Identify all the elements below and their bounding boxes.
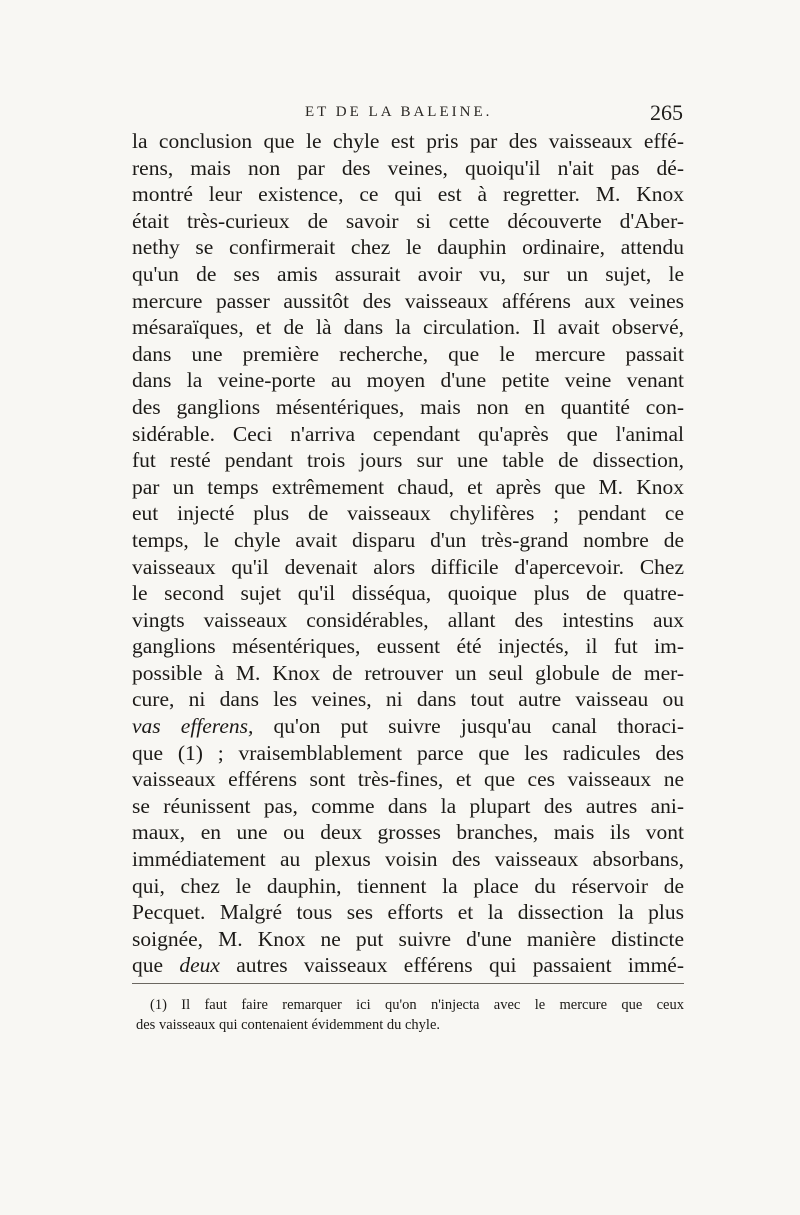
text-line-23-rest: qu'on put suivre jusqu'au canal thoraci-: [253, 714, 684, 739]
text-line-16: temps, le chyle avait disparu d'un très-grand nombre de: [132, 527, 684, 552]
text-line-13: fut resté pendant trois jours sur une table de dissection,: [132, 448, 684, 473]
text-line-2: rens, mais non par des veines, quoiqu'il n'ait pas dé-: [132, 155, 684, 180]
text-line-6: qu'un de ses amis assurait avoir vu, sur un sujet, le: [132, 261, 684, 286]
body-text: [132, 128, 684, 979]
running-title: ET DE LA BALEINE.: [305, 104, 493, 120]
text-line-18: le second sujet qu'il disséqua, quoique plus de quatre-: [132, 581, 684, 606]
text-line-32-rest: autres vaisseaux efférens qui passaient immé-: [219, 953, 684, 978]
text-line-7: mercure passer aussitôt des vaisseaux afférens aux veines: [132, 288, 684, 313]
text-line-27: maux, en une ou deux grosses branches, mais ils vont: [132, 820, 684, 845]
text-line-15: eut injecté plus de vaisseaux chylifères ; pendant ce: [132, 501, 684, 526]
text-line-10: dans la veine-porte au moyen d'une petite veine venant: [132, 368, 684, 393]
text-line-14: par un temps extrêmement chaud, et après que M. Knox: [132, 474, 684, 499]
text-line-21: possible à M. Knox de retrouver un seul globule de mer-: [132, 660, 684, 685]
italic-deux: deux: [179, 953, 220, 978]
text-line-8: mésaraïques, et de là dans la circulation. Il avait observé,: [132, 315, 684, 340]
text-line-30: Pecquet. Malgré tous ses efforts et la dissection la plus: [132, 900, 684, 925]
footnote-line-1: (1) Il faut faire remarquer ici qu'on n'injecta avec le mercure que ceux: [150, 997, 684, 1013]
text-line-1: la conclusion que le chyle est pris par des vaisseaux effé-: [132, 129, 684, 153]
text-line-31: soignée, M. Knox ne put suivre d'une manière distincte: [132, 926, 684, 951]
text-line-22: cure, ni dans les veines, ni dans tout autre vaisseau ou: [132, 687, 684, 712]
footnote: [136, 995, 684, 1035]
text-line-5: nethy se confirmerait chez le dauphin ordinaire, attendu: [132, 235, 684, 260]
text-line-25: vaisseaux efférens sont très-fines, et que ces vaisseaux ne: [132, 767, 684, 792]
text-line-12: sidérable. Ceci n'arriva cependant qu'après que l'animal: [132, 421, 684, 446]
text-line-9: dans une première recherche, que le mercure passait: [132, 341, 684, 366]
italic-vas-efferens: vas efferens,: [132, 714, 254, 739]
text-line-32-start: que: [132, 953, 180, 978]
text-line-19: vingts vaisseaux considérables, allant des intestins aux: [132, 607, 684, 632]
text-line-20: ganglions mésentériques, eussent été injectés, il fut im-: [132, 634, 684, 659]
text-line-4: était très-curieux de savoir si cette découverte d'Aber-: [132, 208, 684, 233]
text-line-11: des ganglions mésentériques, mais non en quantité con-: [132, 394, 684, 419]
text-line-29: qui, chez le dauphin, tiennent la place du réservoir de: [132, 873, 684, 898]
text-line-3: montré leur existence, ce qui est à regretter. M. Knox: [132, 182, 684, 207]
text-line-23: [132, 713, 684, 740]
footnote-line-2: des vaisseaux qui contenaient évidemment du chyle.: [136, 1017, 441, 1033]
footnote-rule: [132, 983, 684, 984]
page-number: 265: [650, 100, 683, 125]
text-line-26: se réunissent pas, comme dans la plupart des autres ani-: [132, 793, 684, 818]
text-line-32: [132, 952, 684, 979]
text-line-17: vaisseaux qu'il devenait alors difficile d'apercevoir. Chez: [132, 554, 684, 579]
running-head: [130, 100, 685, 130]
text-line-24: que (1) ; vraisemblablement parce que les radicules des: [132, 740, 684, 765]
text-line-28: immédiatement au plexus voisin des vaisseaux absorbans,: [132, 847, 684, 872]
